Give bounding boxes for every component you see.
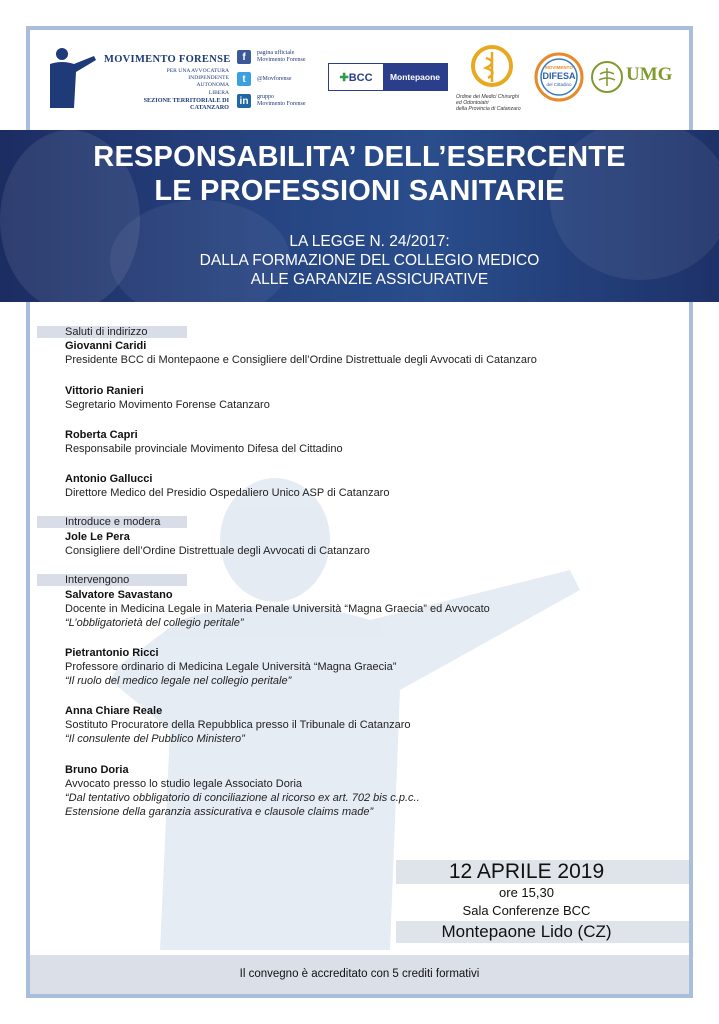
mf-line: LIBERA — [208, 89, 229, 96]
speaker-role: Direttore Medico del Presidio Ospedaliero Unico ASP di Catanzaro — [65, 487, 390, 499]
speaker-topic: “Il ruolo del medico legale nel collegio peritale” — [65, 675, 292, 687]
speaker-role: Professore ordinario di Medicina Legale Università “Magna Graecia” — [65, 661, 397, 673]
facebook-icon: f — [237, 50, 251, 64]
event-time: ore 15,30 — [499, 885, 554, 900]
speaker-item — [65, 646, 665, 688]
difesa-line3: del Cittadino — [546, 82, 572, 87]
speaker-role: Presidente BCC di Montepaone e Consigliere dell’Ordine Distrettuale degli Avvocati di Catanzaro — [65, 354, 537, 366]
facebook-line: Movimento Forense — [257, 57, 306, 63]
speaker-role: Sostituto Procuratore della Repubblica presso il Tribunale di Catanzaro — [65, 719, 411, 731]
speaker-name: Antonio Gallucci — [65, 473, 153, 485]
speaker-topic: “L’obbligatorietà del collegio peritale” — [65, 617, 244, 629]
speaker-item — [65, 339, 665, 367]
speaker-name: Salvatore Savastano — [65, 589, 173, 601]
mf-line: INDIPENDENTE — [188, 75, 229, 82]
section-intervengono: Intervengono — [37, 574, 187, 586]
omceo-line: della Provincia di Catanzaro — [456, 106, 521, 112]
section-saluti: Saluti di indirizzo — [37, 326, 187, 338]
speaker-item — [65, 384, 665, 412]
speaker-role: Responsabile provinciale Movimento Difesa del Cittadino — [65, 443, 343, 455]
speaker-item — [65, 530, 665, 558]
event-date: 12 APRILE 2019 — [448, 860, 605, 883]
difesa-line2: DIFESA — [542, 71, 576, 81]
omceo-line: Ordine dei Medici Chirurghi — [456, 94, 519, 100]
speaker-role: Avvocato presso lo studio legale Associato Doria — [65, 778, 303, 790]
mf-sezione: SEZIONE TERRITORIALE DI CATANZARO — [143, 97, 229, 111]
speaker-name: Giovanni Caridi — [65, 340, 147, 352]
mf-line: PER UNA AVVOCATURA — [166, 68, 229, 74]
speaker-item — [65, 588, 665, 630]
speaker-topic: Estensione della garanzia assicurativa e clausole claims made” — [65, 806, 374, 818]
event-subtitle-line: DALLA FORMAZIONE DEL COLLEGIO MEDICO — [199, 252, 540, 269]
speaker-name: Pietrantonio Ricci — [65, 647, 159, 659]
speaker-role: Consigliere dell’Ordine Distrettuale degli Avvocati di Catanzaro — [65, 545, 370, 557]
speaker-item — [65, 428, 665, 456]
linkedin-icon: in — [237, 94, 251, 108]
speaker-name: Jole Le Pera — [65, 531, 130, 543]
linkedin-line: Movimento Forense — [257, 101, 306, 107]
event-subtitle-line: ALLE GARANZIE ASSICURATIVE — [250, 271, 489, 288]
speaker-item — [65, 704, 665, 746]
speaker-topic: “Dal tentativo obbligatorio di conciliazione al ricorso ex art. 702 bis c.p.c.. — [65, 792, 420, 804]
bcc-mark: ✚BCC — [339, 71, 373, 84]
bcc-name: Montepaone — [383, 64, 447, 90]
speaker-item — [65, 472, 665, 500]
omceo-line: ed Odontoiatri — [456, 100, 489, 106]
twitter-icon: t — [237, 72, 251, 86]
section-modera: Introduce e modera — [37, 516, 187, 528]
speaker-role: Segretario Movimento Forense Catanzaro — [65, 399, 270, 411]
event-title-line: RESPONSABILITA’ DELL’ESERCENTE — [93, 141, 626, 173]
event-title-line: LE PROFESSIONI SANITARIE — [154, 175, 565, 207]
speaker-name: Vittorio Ranieri — [65, 385, 144, 397]
twitter-text: @Movforense — [257, 75, 292, 82]
credits-footer: Il convegno è accreditato con 5 crediti formativi — [30, 955, 689, 994]
speaker-topic: “Il consulente del Pubblico Ministero” — [65, 733, 245, 745]
speaker-item — [65, 763, 665, 819]
umg-text: UMG — [626, 64, 673, 85]
mf-line: AUTONOMA — [196, 82, 229, 89]
mf-title: MOVIMENTO FORENSE — [104, 54, 231, 65]
speaker-role: Docente in Medicina Legale in Materia Penale Università “Magna Graecia” ed Avvocato — [65, 603, 490, 615]
facebook-line: pagina ufficiale — [257, 50, 295, 56]
linkedin-line: gruppo — [257, 94, 274, 100]
event-city: Montepaone Lido (CZ) — [441, 922, 612, 941]
difesa-line1: MOVIMENTO — [545, 65, 573, 70]
event-subtitle-line: LA LEGGE N. 24/2017: — [289, 233, 450, 250]
speaker-name: Anna Chiare Reale — [65, 705, 163, 717]
event-venue: Sala Conferenze BCC — [462, 903, 591, 918]
speaker-name: Bruno Doria — [65, 764, 129, 776]
speaker-name: Roberta Capri — [65, 429, 138, 441]
